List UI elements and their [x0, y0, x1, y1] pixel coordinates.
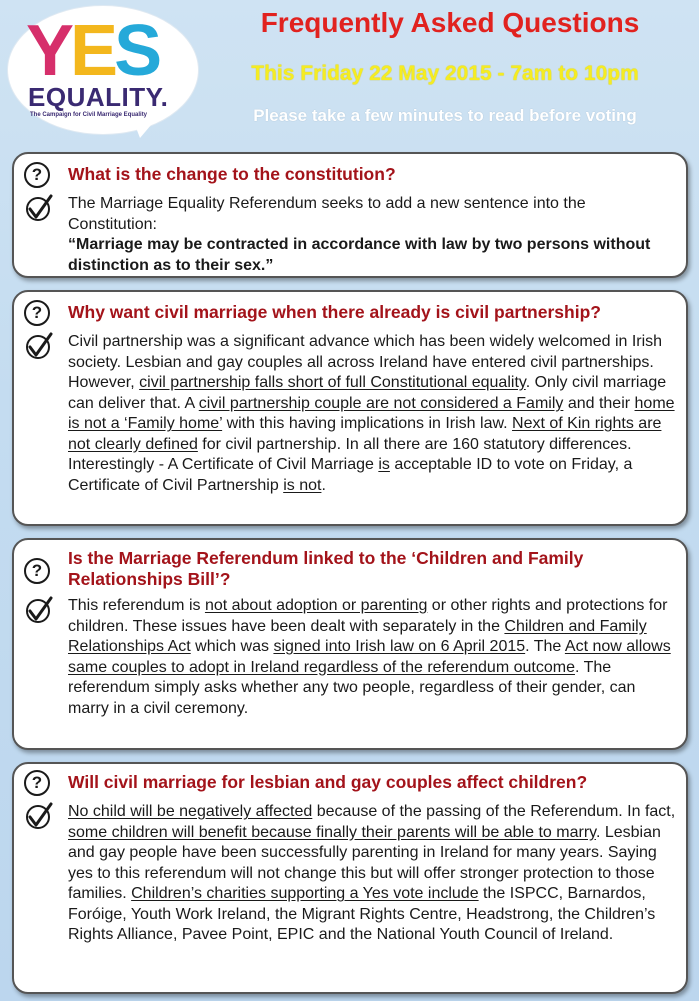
faq-question: Why want civil marriage when there already is civil partnership?: [68, 302, 601, 322]
reading-note: Please take a few minutes to read before voting: [253, 106, 637, 125]
faq-card-constitution: [12, 152, 688, 278]
faq-answer: Civil partnership was a significant advance which has been widely welcomed in Irish society. Lesbian and gay couples all across Ireland have entered civil partnerships. However, civil partnership falls short of full Constitutional equality. Only civil marriage can deliver that. A civil partnership couple are not considered a Family and their home is not a ‘Family home’ with this having implications in Irish law. Next of Kin rights are not clearly defined for civil partnership. In all there are 160 statutory differences. Interestingly - A Certificate of Civil Marriage is acceptable ID to vote on Friday, a Certificate of Civil Partnership is not.: [68, 333, 675, 494]
logo-yes-wordmark: YES: [26, 11, 159, 91]
checkmark-circle-icon: [24, 194, 54, 222]
logo-equality-wordmark: EQUALITY.: [28, 82, 169, 112]
faq-card-children-family-bill: [12, 538, 688, 750]
checkmark-circle-icon: [24, 802, 54, 830]
checkmark-circle-icon: [24, 332, 54, 360]
page-header: [0, 0, 699, 150]
logo-tagline: The Campaign for Civil Marriage Equality: [30, 112, 148, 118]
question-mark-circle-icon: ?: [24, 162, 50, 188]
proposed-amendment-quote: “Marriage may be contracted in accordance with law by two persons without distinction as to their sex.”: [68, 236, 651, 274]
faq-card-civil-partnership: [12, 290, 688, 526]
faq-card-affect-children: [12, 762, 688, 994]
question-mark-circle-icon: ?: [24, 770, 50, 796]
faq-answer: This referendum is not about adoption or parenting or other rights and protections for children. These issues have been dealt with separately in the Children and Family Relationships Act which was signed into Irish law on 6 April 2015. The Act now allows same couples to adopt in Ireland regardless of the referendum outcome. The referendum simply asks whether any two people, regardless of their gender, can marry in a civil ceremony.: [68, 597, 671, 717]
faq-answer: The Marriage Equality Referendum seeks to add a new sentence into the Constitution: “Marriage may be contracted in accordance with law by two persons without distinction as to their sex.”: [68, 195, 651, 274]
faq-question: What is the change to the constitution?: [68, 164, 396, 184]
faq-question: Will civil marriage for lesbian and gay couples affect children?: [68, 772, 588, 792]
faq-question: Is the Marriage Referendum linked to the ‘Children and Family Relationships Bill’?: [68, 548, 584, 589]
faq-answer: No child will be negatively affected because of the passing of the Referendum. In fact, some children will benefit because finally their parents will be able to marry. Lesbian and gay people have been successfully parenting in Ireland for many years. Saying yes to this referendum will not change this but will offer stronger protection to those families. Children’s charities supporting a Yes vote include the ISPCC, Barnardos, Foróige, Youth Work Ireland, the Migrant Rights Centre, Headstrong, the Children’s Rights Alliance, Pavee Point, EPIC and the National Youth Council of Ireland.: [68, 803, 676, 943]
question-mark-circle-icon: ?: [24, 558, 50, 584]
question-mark-circle-icon: ?: [24, 300, 50, 326]
page-title: Frequently Asked Questions: [260, 7, 640, 38]
checkmark-circle-icon: [24, 596, 54, 624]
voting-date: This Friday 22 May 2015 - 7am to 10pm: [251, 62, 639, 85]
